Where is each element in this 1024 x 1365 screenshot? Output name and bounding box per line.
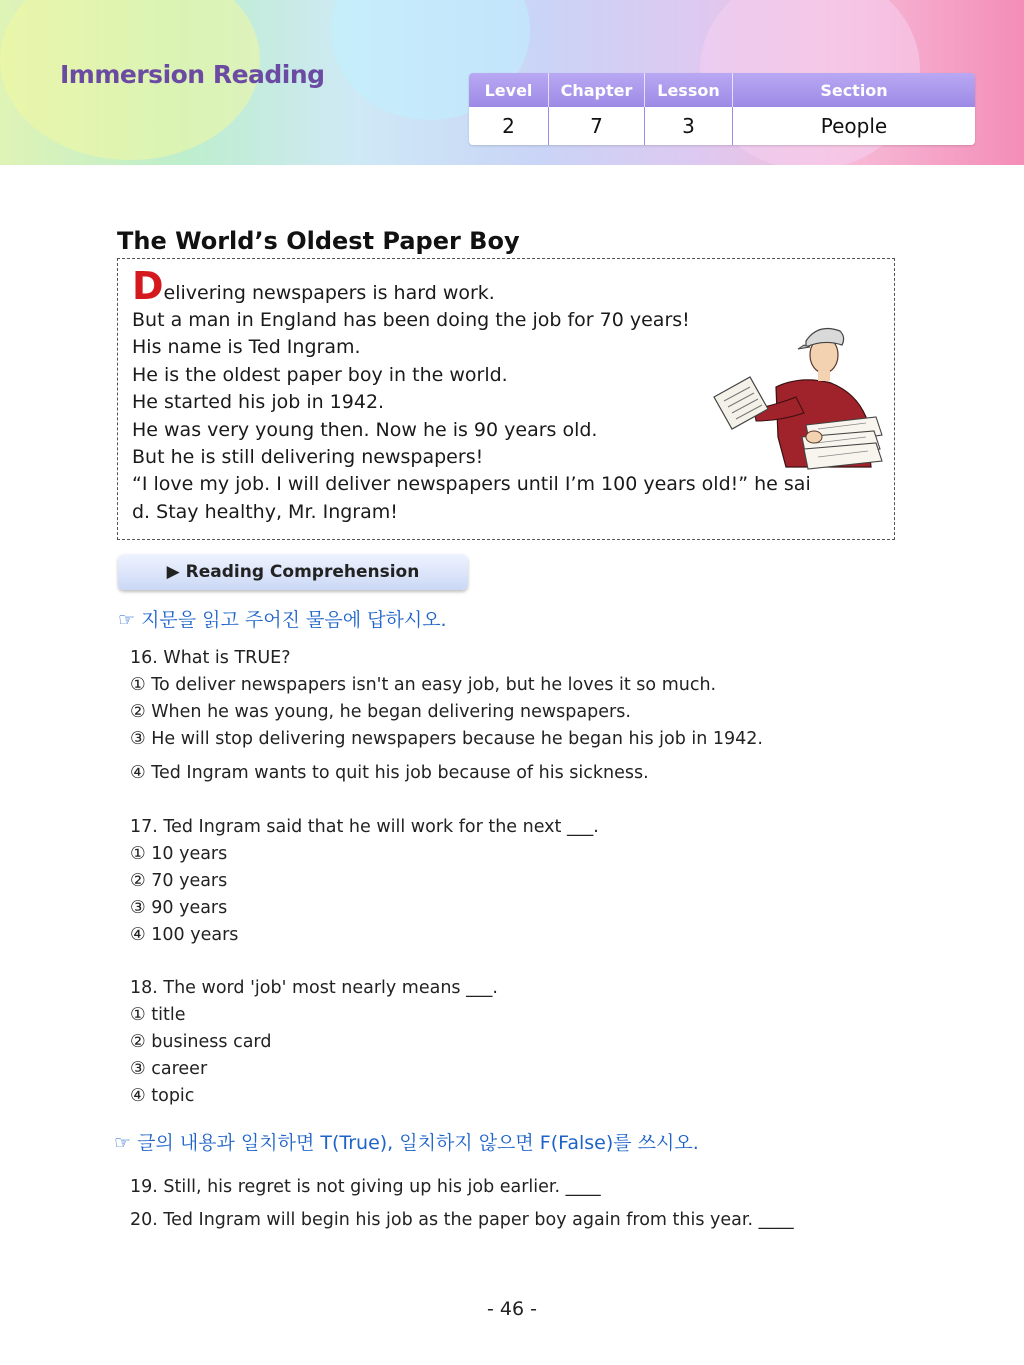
passage-title: The World’s Oldest Paper Boy xyxy=(117,227,520,255)
section-header: Section xyxy=(820,80,888,100)
passage-line: “I love my job. I will deliver newspapers until I’m 100 years old!” he sai xyxy=(132,473,811,496)
question-17-option-4[interactable]: ④ 100 years xyxy=(130,925,239,945)
level-value: 2 xyxy=(469,107,549,145)
page-header-banner xyxy=(0,0,1024,165)
question-17-option-3[interactable]: ③ 90 years xyxy=(130,898,228,918)
brand-title: Immersion Reading xyxy=(60,60,325,89)
question-16-option-3[interactable]: ③ He will stop delivering newspapers because he began his job in 1942. xyxy=(130,729,763,749)
question-18-option-3[interactable]: ③ career xyxy=(130,1059,208,1079)
question-17-option-1[interactable]: ① 10 years xyxy=(130,844,228,864)
reading-comprehension-button[interactable]: ▶ Reading Comprehension xyxy=(118,554,468,590)
question-20: 20. Ted Ingram will begin his job as the paper boy again from this year. ____ xyxy=(130,1210,794,1230)
page-number: - 46 - xyxy=(487,1298,537,1320)
section-value: People xyxy=(820,114,888,138)
passage-line: d. Stay healthy, Mr. Ingram! xyxy=(132,500,398,523)
question-18-option-2[interactable]: ② business card xyxy=(130,1032,272,1052)
passage-line: His name is Ted Ingram. xyxy=(132,336,361,359)
question-16-stem: 16. What is TRUE? xyxy=(130,648,291,668)
lesson-value: 3 xyxy=(645,107,733,145)
paperboy-illustration xyxy=(706,317,886,477)
question-18-option-4[interactable]: ④ topic xyxy=(130,1086,195,1106)
reading-passage xyxy=(117,258,895,540)
question-17-stem: 17. Ted Ingram said that he will work for the next ___. xyxy=(130,817,599,837)
passage-line: He started his job in 1942. xyxy=(132,391,385,414)
passage-line: But a man in England has been doing the job for 70 years! xyxy=(132,309,690,331)
dropcap-letter: D xyxy=(132,264,164,308)
passage-line: He is the oldest paper boy in the world. xyxy=(132,363,508,386)
lesson-info-table xyxy=(469,73,975,145)
instruction-answer-questions: ☞ 지문을 읽고 주어진 물음에 답하시오. xyxy=(118,609,447,631)
level-header: Level xyxy=(469,73,549,107)
chapter-value: 7 xyxy=(549,107,645,145)
first-line-text: elivering newspapers is hard work. xyxy=(163,282,495,304)
lesson-header: Lesson xyxy=(645,73,733,107)
passage-line: He was very young then. Now he is 90 years old. xyxy=(132,418,598,441)
question-17-option-2[interactable]: ② 70 years xyxy=(130,871,228,891)
question-16-option-4[interactable]: ④ Ted Ingram wants to quit his job because of his sickness. xyxy=(130,763,649,783)
instruction-true-false: ☞ 글의 내용과 일치하면 T(True), 일치하지 않으면 F(False)를 쓰시오. xyxy=(114,1132,699,1154)
question-18-option-1[interactable]: ① title xyxy=(130,1005,186,1025)
question-18-stem: 18. The word 'job' most nearly means ___. xyxy=(130,978,498,998)
question-16-option-1[interactable]: ① To deliver newspapers isn't an easy job, but he loves it so much. xyxy=(130,675,717,695)
question-19: 19. Still, his regret is not giving up his job earlier. ____ xyxy=(130,1177,601,1197)
passage-line-first xyxy=(132,264,880,308)
question-16-option-2[interactable]: ② When he was young, he began delivering newspapers. xyxy=(130,702,631,722)
passage-line: But he is still delivering newspapers! xyxy=(132,446,484,469)
chapter-header: Chapter xyxy=(549,73,645,107)
